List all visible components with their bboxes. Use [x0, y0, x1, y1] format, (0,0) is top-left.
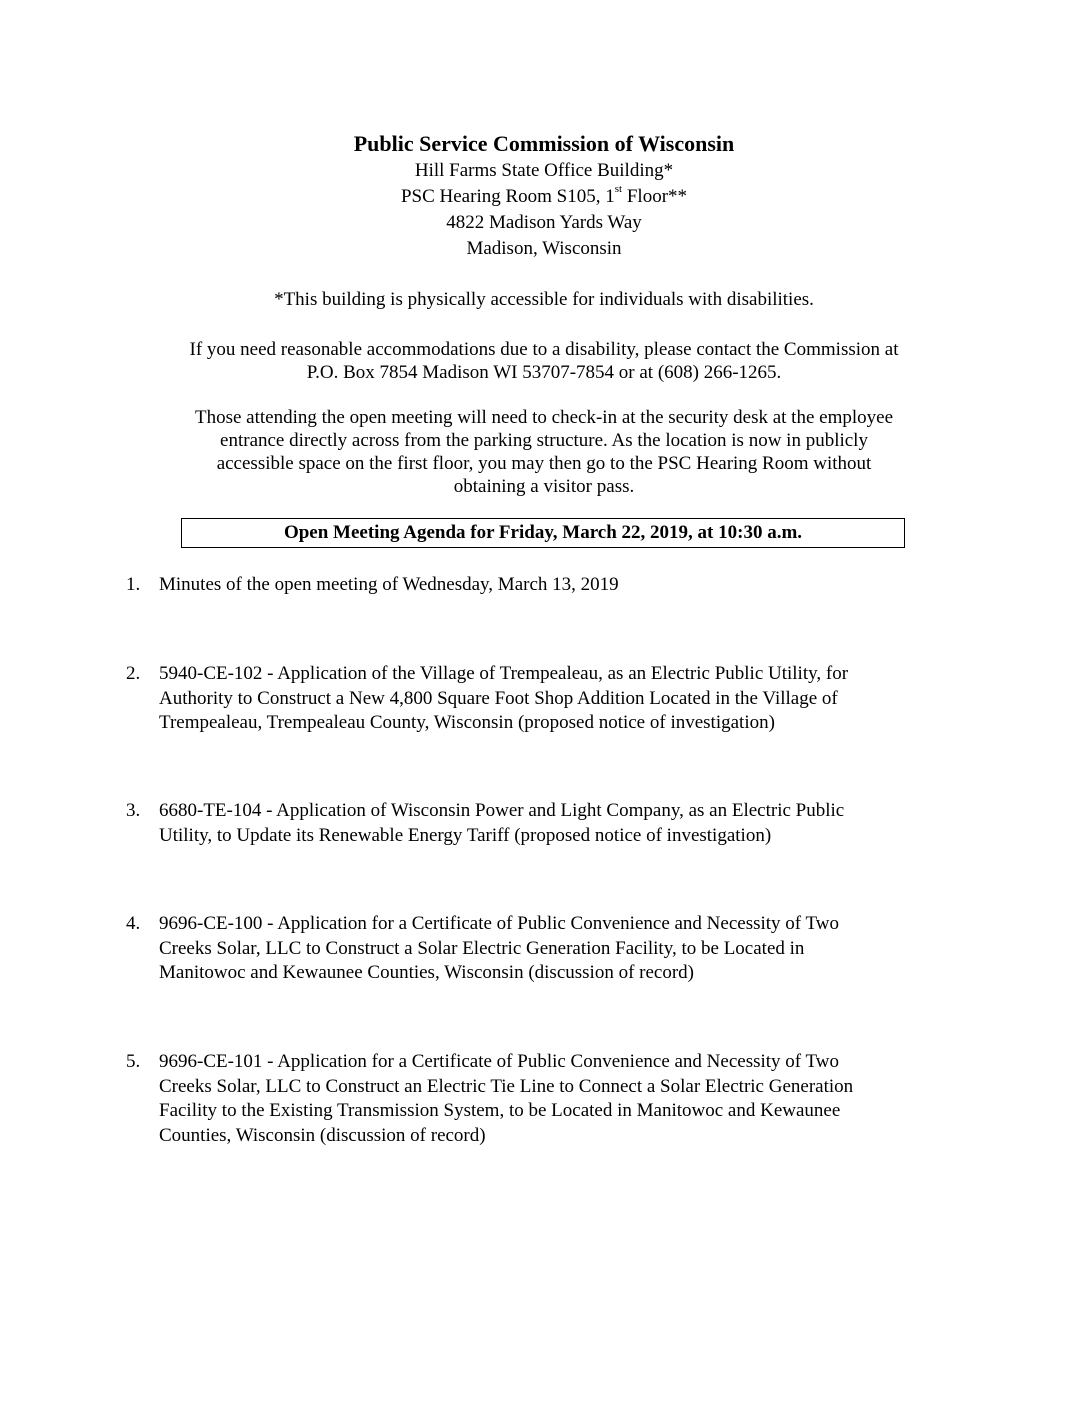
- checkin-line: obtaining a visitor pass.: [453, 476, 635, 497]
- checkin-notice: [140, 406, 948, 498]
- agenda-item-text: [159, 799, 959, 848]
- accommodations-notice: [120, 338, 968, 384]
- agenda-item-text: [159, 1050, 959, 1148]
- agenda-item-number: 4.: [126, 913, 141, 934]
- agenda-item-line: 5940-CE-102 - Application of the Village of Trempealeau, as an Electric Public Utility, for: [159, 663, 849, 684]
- document-header: [0, 130, 1088, 262]
- agenda-item-text: [159, 912, 959, 986]
- checkin-line: Those attending the open meeting will need to check-in at the security desk at the employee: [194, 407, 894, 428]
- agenda-item-line: 6680-TE-104 - Application of Wisconsin Power and Light Company, as an Electric Public: [159, 800, 845, 821]
- agenda-item-line: Facility to the Existing Transmission System, to be Located in Manitowoc and Kewaunee: [159, 1100, 841, 1121]
- agenda-item-line: Manitowoc and Kewaunee Counties, Wisconsin (discussion of record): [159, 962, 694, 983]
- accommodations-line: P.O. Box 7854 Madison WI 53707-7854 or at (608) 266-1265.: [306, 362, 782, 383]
- agenda-item-text: [159, 573, 959, 598]
- accessibility-notice: [120, 288, 968, 311]
- agenda-item-number: 1.: [126, 574, 141, 595]
- agenda-item-line: Utility, to Update its Renewable Energy Tariff (proposed notice of investigation): [159, 824, 772, 846]
- accommodations-line: If you need reasonable accommodations due to a disability, please contact the Commission at: [189, 339, 899, 360]
- agenda-item-number: 2.: [126, 663, 141, 684]
- accessibility-line: *This building is physically accessible for individuals with disabilities.: [274, 289, 814, 310]
- checkin-line: accessible space on the first floor, you may then go to the PSC Hearing Room without: [216, 453, 872, 474]
- floor-ordinal-suffix: st: [614, 182, 623, 195]
- agenda-item-line: 9696-CE-101 - Application for a Certificate of Public Convenience and Necessity of Two: [159, 1051, 840, 1072]
- agenda-item-line: Creeks Solar, LLC to Construct an Electric Tie Line to Connect a Solar Electric Generation: [159, 1075, 854, 1097]
- street-address: 4822 Madison Yards Way: [446, 212, 642, 233]
- agenda-item-number: 5.: [126, 1051, 141, 1072]
- checkin-line: entrance directly across from the parking structure. As the location is now in publicly: [220, 430, 868, 451]
- agenda-item-line: Counties, Wisconsin (discussion of record): [159, 1124, 486, 1146]
- agenda-item-line: Trempealeau, Trempealeau County, Wisconsin (proposed notice of investigation): [159, 712, 775, 733]
- city-state: Madison, Wisconsin: [466, 238, 622, 259]
- agenda-item-line: 9696-CE-100 - Application for a Certificate of Public Convenience and Necessity of Two: [159, 913, 840, 934]
- floor-text: Floor**: [622, 186, 688, 207]
- agenda-item-line: Creeks Solar, LLC to Construct a Solar Electric Generation Facility, to be Located in: [159, 937, 805, 959]
- agenda-item-number: 3.: [126, 800, 141, 821]
- hearing-room: [0, 184, 1088, 210]
- agenda-item-text: [159, 662, 959, 736]
- agenda-heading: Open Meeting Agenda for Friday, March 22, 2019, at 10:30 a.m.: [181, 518, 905, 548]
- agenda-item-line: Authority to Construct a New 4,800 Square Foot Shop Addition Located in the Village of: [159, 687, 838, 709]
- agenda-item-line: Minutes of the open meeting of Wednesday, March 13, 2019: [159, 574, 619, 595]
- hearing-room-text: PSC Hearing Room S105, 1: [400, 186, 615, 207]
- building-name: Hill Farms State Office Building*: [414, 160, 674, 181]
- page-title: Public Service Commission of Wisconsin: [353, 131, 735, 156]
